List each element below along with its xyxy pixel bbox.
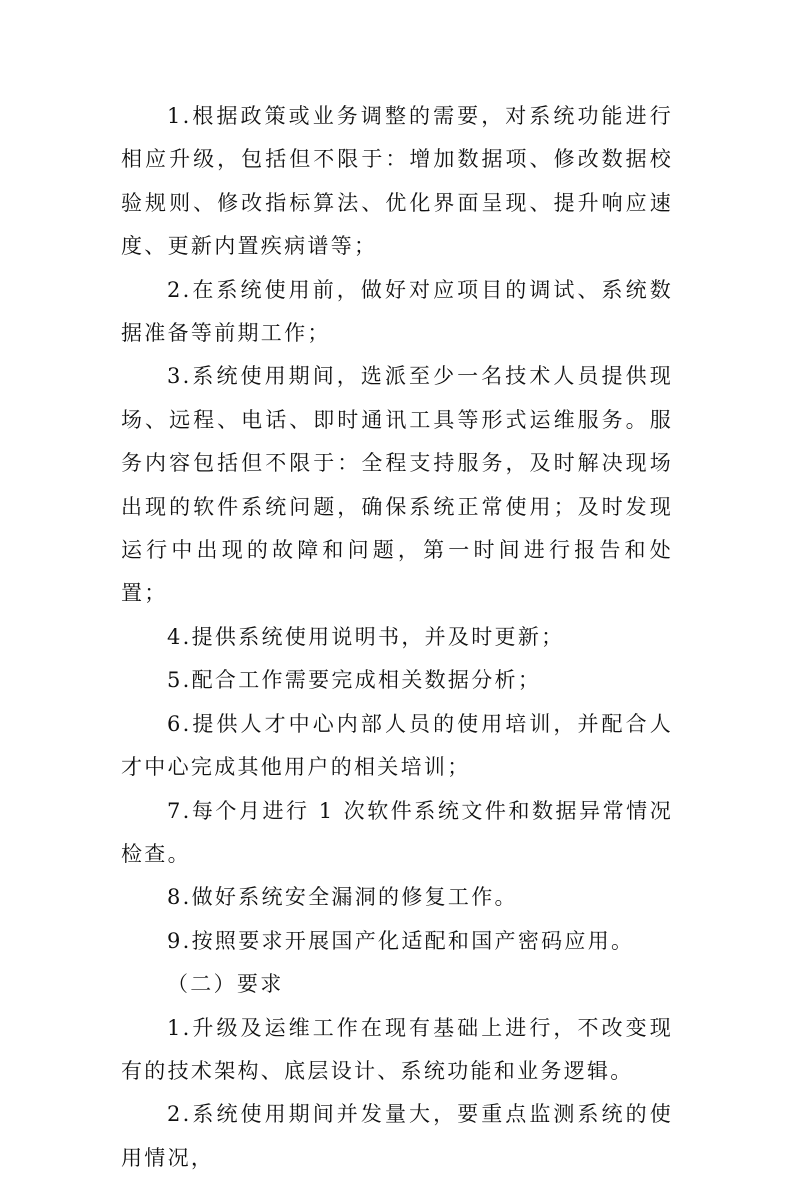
paragraph-item-1: 1.根据政策或业务调整的需要，对系统功能进行相应升级，包括但不限于：增加数据项、修改数据校验规则、修改指标算法、优化界面呈现、提升响应速度、更新内置疾病谱等；	[121, 104, 673, 259]
document-body	[121, 95, 673, 1180]
paragraph-item-6: 6.提供人才中心内部人员的使用培训，并配合人才中心完成其他用户的相关培训；	[121, 711, 673, 780]
paragraph-item-4: 4.提供系统使用说明书，并及时更新；	[167, 624, 565, 649]
paragraph-item-5: 5.配合工作需要完成相关数据分析；	[167, 668, 542, 693]
section-heading: （二）要求	[167, 972, 284, 997]
requirement-item-2: 2.系统使用期间并发量大，要重点监测系统的使用情况，	[121, 1102, 673, 1170]
paragraph-item-3: 3.系统使用期间，选派至少一名技术人员提供现场、远程、电话、即时通讯工具等形式运维服务。服务内容包括但不限于：全程支持服务，及时解决现场出现的软件系统问题，确保系统正常使用；及时发现运行中出现的故障和问题，第一时间进行报告和处置；	[121, 364, 673, 606]
paragraph-item-7: 7.每个月进行 1 次软件系统文件和数据异常情况检查。	[121, 798, 673, 866]
paragraph-item-8: 8.做好系统安全漏洞的修复工作。	[167, 885, 518, 910]
requirement-item-1: 1.升级及运维工作在现有基础上进行，不改变现有的技术架构、底层设计、系统功能和业务逻辑。	[121, 1015, 673, 1083]
paragraph-item-2: 2.在系统使用前，做好对应项目的调试、系统数据准备等前期工作；	[121, 277, 673, 346]
paragraph-item-9: 9.按照要求开展国产化适配和国产密码应用。	[167, 928, 635, 953]
